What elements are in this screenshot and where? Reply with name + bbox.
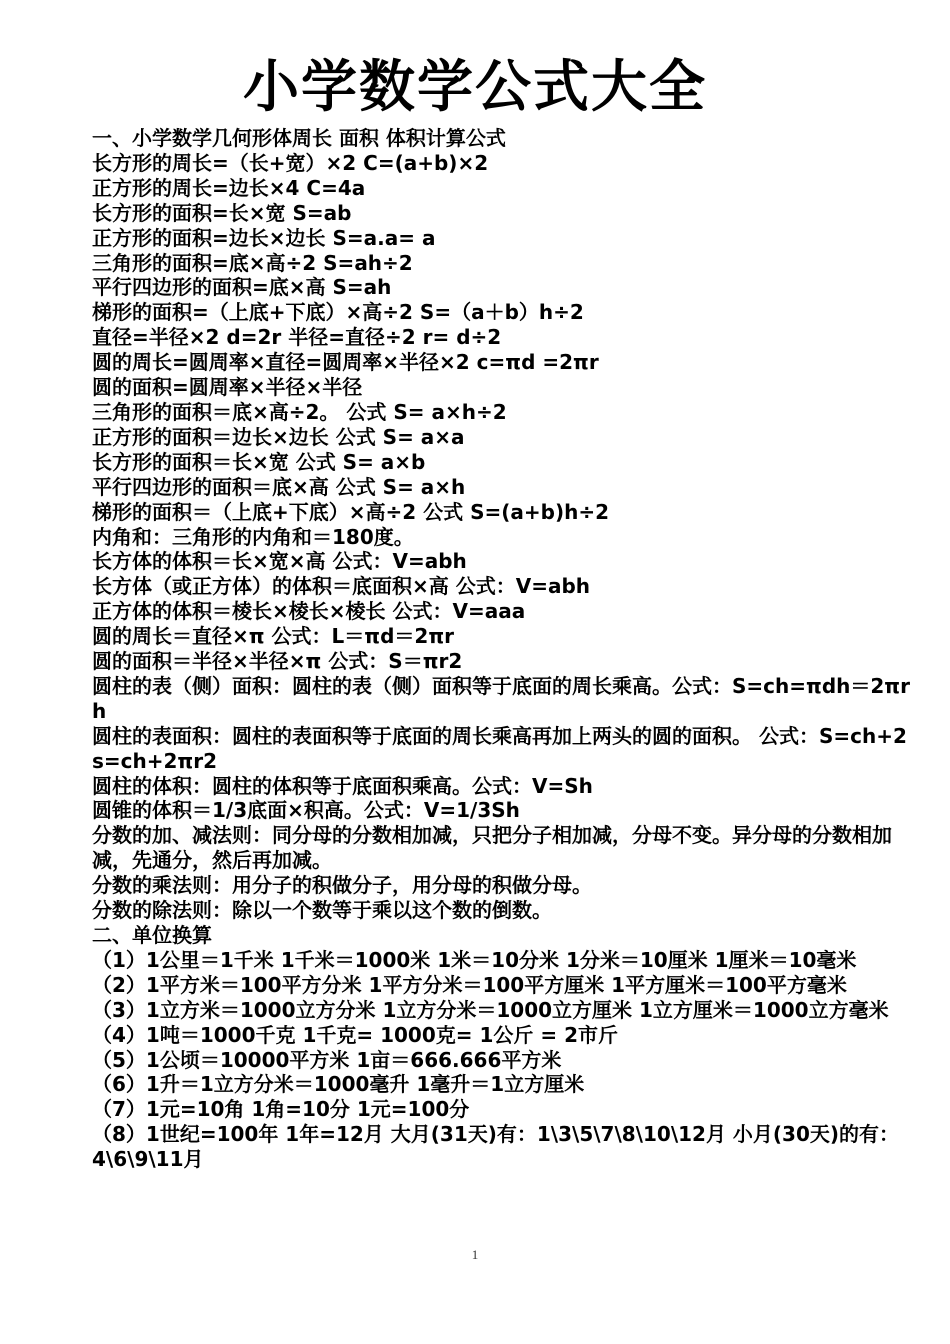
text-line: 圆的周长＝直径×π 公式：L＝πd＝2πr bbox=[92, 624, 455, 649]
document-body bbox=[92, 126, 912, 1172]
text-line: 长方体（或正方体）的体积＝底面积×高 公式：V=abh bbox=[92, 574, 591, 599]
text-line: 梯形的面积=（上底+下底）×高÷2 S=（a＋b）h÷2 bbox=[92, 300, 584, 325]
text-line: 长方形的周长=（长+宽）×2 C=(a+b)×2 bbox=[92, 150, 489, 175]
text-line: 平行四边形的面积=底×高 S=ah bbox=[92, 275, 392, 300]
text-line: （3）1立方米＝1000立方分米 1立方分米＝1000立方厘米 1立方厘米＝1000立方毫米 bbox=[92, 997, 889, 1022]
text-line: 圆柱的表面积：圆柱的表面积等于底面的周长乘高再加上两头的圆的面积。 公式：S=ch+2s=ch+2πr2 bbox=[92, 723, 907, 773]
text-line: 长方体的体积＝长×宽×高 公式：V=abh bbox=[92, 549, 467, 574]
text-line: 正方形的面积=边长×边长 S=a.a= a bbox=[92, 225, 436, 250]
text-line: 长方形的面积=长×宽 S=ab bbox=[92, 200, 352, 225]
text-line: （1）1公里＝1千米 1千米＝1000米 1米＝10分米 1分米＝10厘米 1厘米＝10毫米 bbox=[92, 947, 857, 972]
text-line: 长方形的面积＝长×宽 公式 S= a×b bbox=[92, 449, 426, 474]
text-line: （2）1平方米＝100平方分米 1平方分米＝100平方厘米 1平方厘米＝100平方毫米 bbox=[92, 972, 847, 997]
text-line: 三角形的面积＝底×高÷2。 公式 S= a×h÷2 bbox=[92, 399, 507, 424]
text-line: 圆锥的体积＝1/3底面×积高。公式：V=1/3Sh bbox=[92, 798, 520, 823]
text-line: 分数的除法则：除以一个数等于乘以这个数的倒数。 bbox=[92, 898, 552, 923]
text-line: 圆柱的表（侧）面积：圆柱的表（侧）面积等于底面的周长乘高。公式：S=ch=πdh＝2πrh bbox=[92, 673, 910, 723]
text-line: 分数的乘法则：用分子的积做分子，用分母的积做分母。 bbox=[92, 873, 592, 898]
text-line: 二、单位换算 bbox=[92, 923, 212, 947]
text-line: 圆的面积＝半径×半径×π 公式：S＝πr2 bbox=[92, 649, 463, 674]
text-line: 梯形的面积＝（上底+下底）×高÷2 公式 S=(a+b)h÷2 bbox=[92, 499, 610, 524]
text-line: 三角形的面积=底×高÷2 S=ah÷2 bbox=[92, 250, 413, 275]
text-line: 平行四边形的面积＝底×高 公式 S= a×h bbox=[92, 474, 466, 499]
text-line: 正方形的面积＝边长×边长 公式 S= a×a bbox=[92, 424, 465, 449]
text-line: （6）1升＝1立方分米＝1000毫升 1毫升＝1立方厘米 bbox=[92, 1072, 585, 1097]
document-title: 小学数学公式大全 bbox=[243, 55, 707, 120]
text-line: 正方体的体积＝棱长×棱长×棱长 公式：V=aaa bbox=[92, 599, 526, 624]
text-line: 直径=半径×2 d=2r 半径=直径÷2 r= d÷2 bbox=[92, 325, 502, 350]
text-line: （7）1元=10角 1角=10分 1元=100分 bbox=[92, 1097, 470, 1122]
page-number: 1 bbox=[471, 1247, 479, 1262]
text-line: 圆的周长=圆周率×直径=圆周率×半径×2 c=πd =2πr bbox=[92, 350, 599, 375]
text-line: 圆的面积=圆周率×半径×半径 bbox=[92, 375, 363, 400]
text-line: （4）1吨＝1000千克 1千克= 1000克= 1公斤 = 2市斤 bbox=[92, 1022, 618, 1047]
text-line: 内角和：三角形的内角和＝180度。 bbox=[92, 524, 414, 549]
text-line: （5）1公顷＝10000平方米 1亩＝666.666平方米 bbox=[92, 1047, 562, 1072]
text-line: 分数的加、减法则：同分母的分数相加减，只把分子相加减，分母不变。异分母的分数相加减，先通分，然后再加减。 bbox=[92, 823, 892, 873]
text-line: 一、小学数学几何形体周长 面积 体积计算公式 bbox=[92, 126, 506, 150]
text-line: 正方形的周长=边长×4 C=4a bbox=[92, 175, 366, 200]
text-line: 圆柱的体积：圆柱的体积等于底面积乘高。公式：V=Sh bbox=[92, 773, 593, 798]
text-line: （8）1世纪=100年 1年=12月 大月(31天)有：1\3\5\7\8\10\12月 小月(30天)的有：4\6\9\11月 bbox=[92, 1122, 900, 1172]
